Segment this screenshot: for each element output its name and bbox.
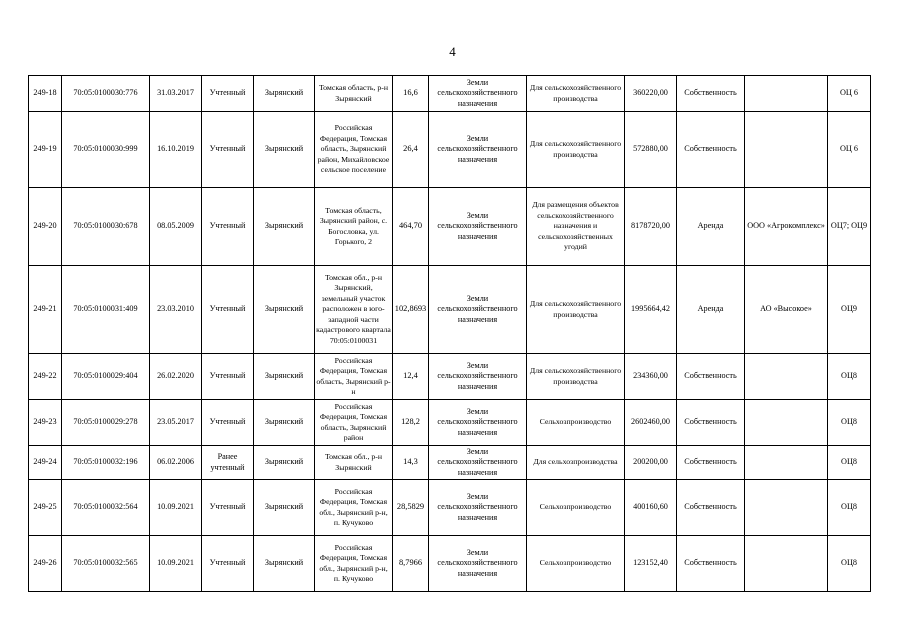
valuation-zone-cell: ОЦ8 [828,536,871,592]
valuation-zone-cell: ОЦ8 [828,400,871,446]
valuation-zone-cell: ОЦ 6 [828,76,871,112]
right-type-cell: Собственность [677,480,745,536]
area-cell: 464,70 [393,188,429,266]
area-cell: 14,3 [393,446,429,480]
land-category-cell: Земли сельскохозяйственного назначения [429,446,527,480]
permitted-use-cell: Для сельскохозяйственного производства [527,76,625,112]
district-cell: Зырянский [254,266,315,354]
record-status-cell: Учтенный [202,76,254,112]
district-cell: Зырянский [254,446,315,480]
valuation-zone-cell: ОЦ8 [828,446,871,480]
permitted-use-cell: Сельхозпроизводство [527,480,625,536]
land-category-cell: Земли сельскохозяйственного назначения [429,76,527,112]
district-cell: Зырянский [254,76,315,112]
district-cell: Зырянский [254,112,315,188]
area-cell: 12,4 [393,354,429,400]
permitted-use-cell: Для размещения объектов сельскохозяйственного назначения и сельскохозяйственных угодий [527,188,625,266]
table-row [29,536,871,592]
permitted-use-cell: Сельхозпроизводство [527,536,625,592]
table-row [29,188,871,266]
valuation-zone-cell: ОЦ8 [828,354,871,400]
right-type-cell: Аренда [677,266,745,354]
tenant-cell [745,536,828,592]
registration-date-cell: 23.05.2017 [150,400,202,446]
tenant-cell: АО «Высокое» [745,266,828,354]
registration-date-cell: 23.03.2010 [150,266,202,354]
table-row [29,76,871,112]
cadastral-number-cell: 70:05:0100030:678 [62,188,150,266]
land-category-cell: Земли сельскохозяйственного назначения [429,188,527,266]
address-cell: Российская Федерация, Томская обл., Зырянский р-н, п. Кучуково [315,480,393,536]
cadastral-number-cell: 70:05:0100029:404 [62,354,150,400]
row-number-cell: 249-20 [29,188,62,266]
record-status-cell: Учтенный [202,354,254,400]
registration-date-cell: 10.09.2021 [150,480,202,536]
tenant-cell [745,112,828,188]
table-row [29,112,871,188]
page-number: 4 [449,44,456,59]
right-type-cell: Собственность [677,112,745,188]
area-cell: 102,8693 [393,266,429,354]
table-row [29,446,871,480]
tenant-cell [745,400,828,446]
tenant-cell [745,76,828,112]
registration-date-cell: 08.05.2009 [150,188,202,266]
district-cell: Зырянский [254,480,315,536]
row-number-cell: 249-24 [29,446,62,480]
right-type-cell: Собственность [677,354,745,400]
right-type-cell: Собственность [677,446,745,480]
address-cell: Томская обл., р-н Зырянский [315,446,393,480]
permitted-use-cell: Для сельскохозяйственного производства [527,112,625,188]
record-status-cell: Ранее учтенный [202,446,254,480]
tenant-cell [745,446,828,480]
table-row [29,354,871,400]
district-cell: Зырянский [254,354,315,400]
tenant-cell: ООО «Агрокомплекс» [745,188,828,266]
address-cell: Томская обл., р-н Зырянский, земельный участок расположен в юго-западной части кадастрового квартала 70:05:0100031 [315,266,393,354]
tenant-cell [745,354,828,400]
row-number-cell: 249-18 [29,76,62,112]
row-number-cell: 249-22 [29,354,62,400]
address-cell: Российская Федерация, Томская область, Зырянский р-н [315,354,393,400]
row-number-cell: 249-23 [29,400,62,446]
land-category-cell: Земли сельскохозяйственного назначения [429,480,527,536]
address-cell: Томская область, р-н Зырянский [315,76,393,112]
record-status-cell: Учтенный [202,480,254,536]
land-category-cell: Земли сельскохозяйственного назначения [429,536,527,592]
registration-date-cell: 10.09.2021 [150,536,202,592]
right-type-cell: Аренда [677,188,745,266]
valuation-zone-cell: ОЦ7; ОЦ9 [828,188,871,266]
district-cell: Зырянский [254,400,315,446]
cadastral-value-cell: 360220,00 [625,76,677,112]
address-cell: Российская Федерация, Томская обл., Зырянский р-н, п. Кучуково [315,536,393,592]
land-category-cell: Земли сельскохозяйственного назначения [429,112,527,188]
cadastral-number-cell: 70:05:0100032:196 [62,446,150,480]
cadastral-number-cell: 70:05:0100031:409 [62,266,150,354]
area-cell: 28,5829 [393,480,429,536]
cadastral-value-cell: 8178720,00 [625,188,677,266]
address-cell: Российская Федерация, Томская область, Зырянский район [315,400,393,446]
area-cell: 128,2 [393,400,429,446]
cadastral-value-cell: 200200,00 [625,446,677,480]
table-row [29,400,871,446]
area-cell: 26,4 [393,112,429,188]
cadastral-value-cell: 123152,40 [625,536,677,592]
cadastral-value-cell: 234360,00 [625,354,677,400]
registration-date-cell: 06.02.2006 [150,446,202,480]
record-status-cell: Учтенный [202,112,254,188]
cadastral-number-cell: 70:05:0100029:278 [62,400,150,446]
registration-date-cell: 26.02.2020 [150,354,202,400]
record-status-cell: Учтенный [202,400,254,446]
record-status-cell: Учтенный [202,188,254,266]
registration-date-cell: 31.03.2017 [150,76,202,112]
district-cell: Зырянский [254,188,315,266]
row-number-cell: 249-21 [29,266,62,354]
valuation-zone-cell: ОЦ 6 [828,112,871,188]
cadastral-value-cell: 572880,00 [625,112,677,188]
area-cell: 16,6 [393,76,429,112]
cadastral-value-cell: 2602460,00 [625,400,677,446]
land-category-cell: Земли сельскохозяйственного назначения [429,354,527,400]
row-number-cell: 249-26 [29,536,62,592]
land-category-cell: Земли сельскохозяйственного назначения [429,266,527,354]
valuation-zone-cell: ОЦ8 [828,480,871,536]
registration-date-cell: 16.10.2019 [150,112,202,188]
permitted-use-cell: Сельхозпроизводство [527,400,625,446]
cadastral-number-cell: 70:05:0100032:565 [62,536,150,592]
cadastral-value-cell: 1995664,42 [625,266,677,354]
address-cell: Российская Федерация, Томская область, Зырянский район, Михайловское сельское поселение [315,112,393,188]
table-row [29,480,871,536]
record-status-cell: Учтенный [202,266,254,354]
right-type-cell: Собственность [677,536,745,592]
row-number-cell: 249-19 [29,112,62,188]
land-plots-table [28,75,871,592]
permitted-use-cell: Для сельхозпроизводства [527,446,625,480]
land-category-cell: Земли сельскохозяйственного назначения [429,400,527,446]
cadastral-number-cell: 70:05:0100032:564 [62,480,150,536]
permitted-use-cell: Для сельскохозяйственного производства [527,266,625,354]
table-row [29,266,871,354]
district-cell: Зырянский [254,536,315,592]
permitted-use-cell: Для сельскохозяйственного производства [527,354,625,400]
cadastral-value-cell: 400160,60 [625,480,677,536]
tenant-cell [745,480,828,536]
right-type-cell: Собственность [677,400,745,446]
record-status-cell: Учтенный [202,536,254,592]
cadastral-number-cell: 70:05:0100030:999 [62,112,150,188]
address-cell: Томская область, Зырянский район, с. Богословка, ул. Горького, 2 [315,188,393,266]
cadastral-number-cell: 70:05:0100030:776 [62,76,150,112]
valuation-zone-cell: ОЦ9 [828,266,871,354]
right-type-cell: Собственность [677,76,745,112]
row-number-cell: 249-25 [29,480,62,536]
area-cell: 8,7966 [393,536,429,592]
